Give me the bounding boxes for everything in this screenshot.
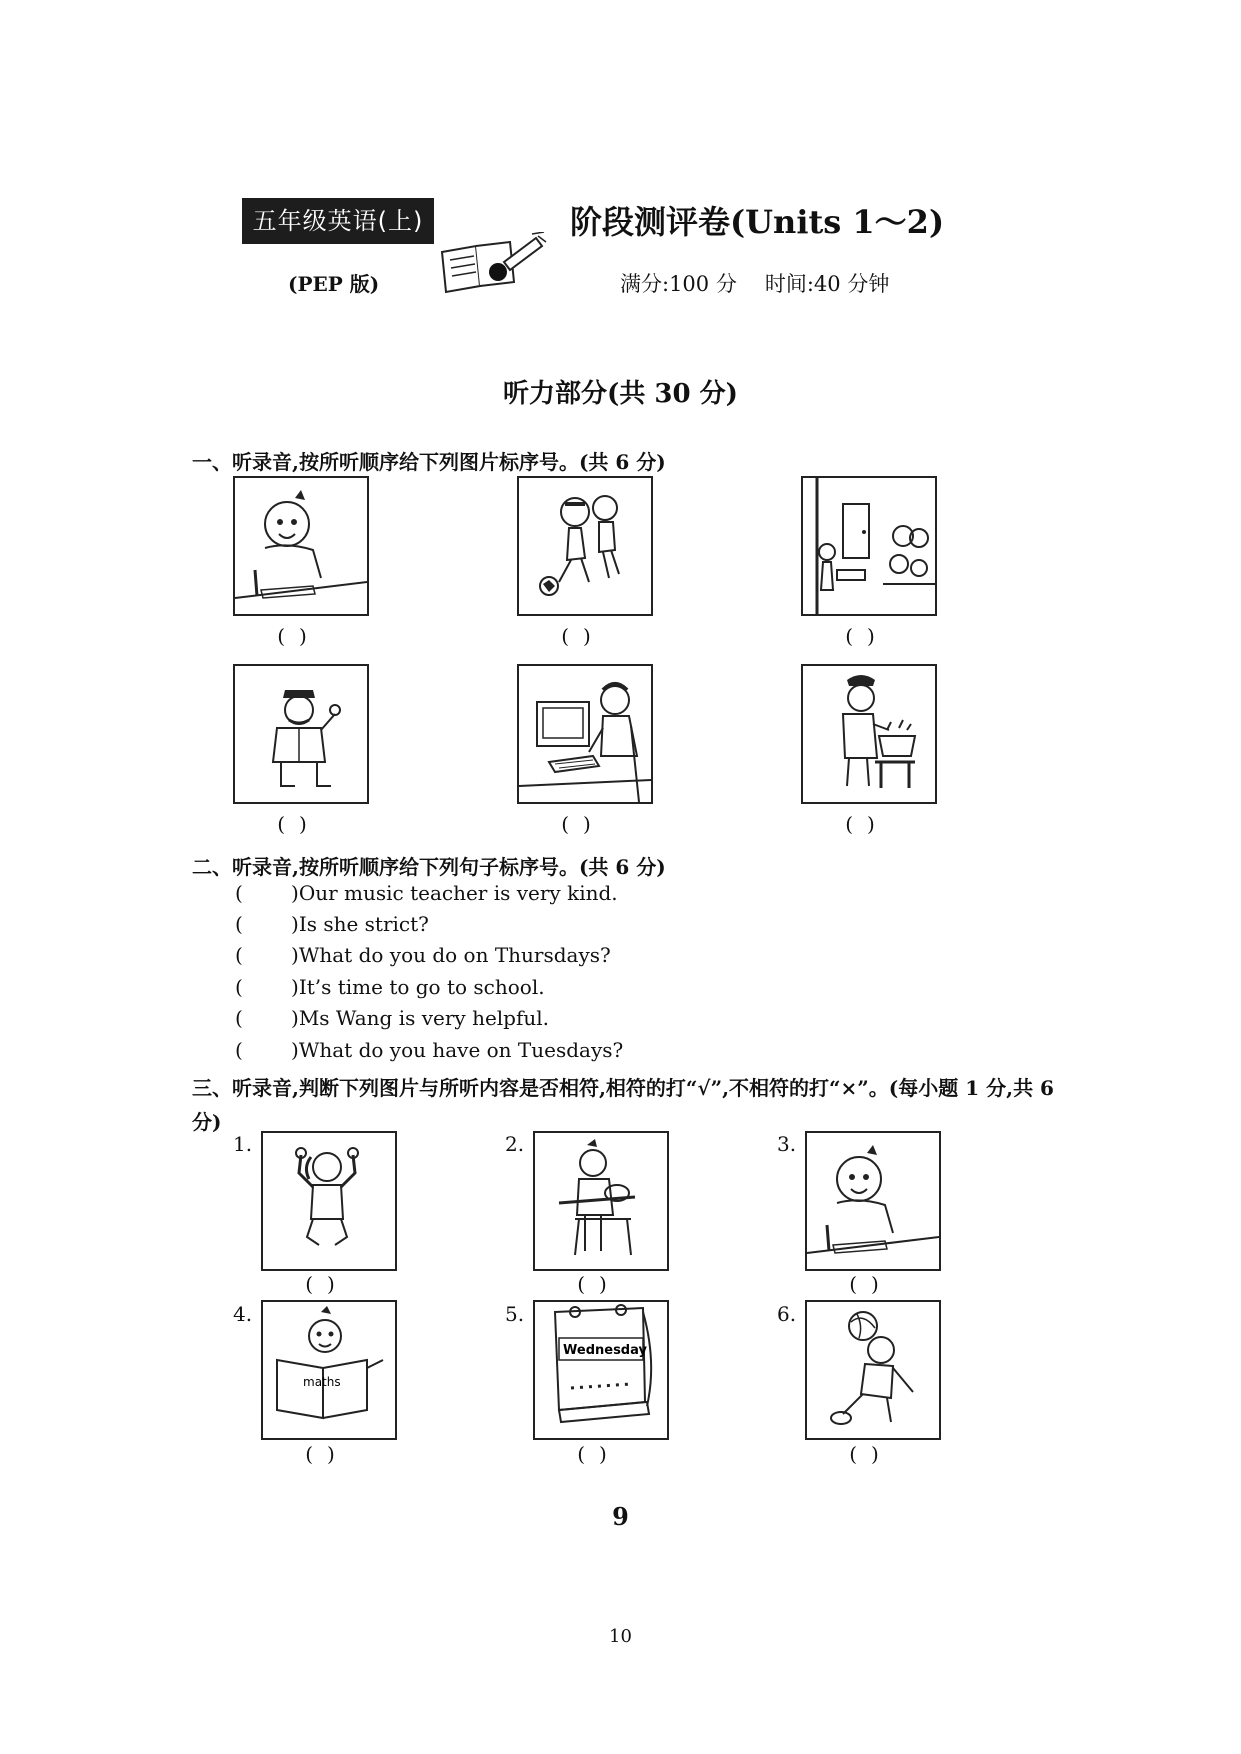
score-time-info xyxy=(620,268,889,298)
q1-picture-girl-drawing xyxy=(233,476,369,616)
q1-answer-blank[interactable]: () xyxy=(561,624,605,648)
q2-sentence xyxy=(235,1006,549,1030)
q2-sentence xyxy=(235,943,611,967)
q3-picture-girl-drawing xyxy=(805,1131,941,1271)
q3-item-number: 1. xyxy=(233,1132,253,1156)
q3-picture-boy-basketball xyxy=(805,1300,941,1440)
q3-answer-blank[interactable]: () xyxy=(849,1442,893,1466)
answer-blank[interactable]: ( xyxy=(235,943,243,967)
paren-close: ) xyxy=(291,975,299,999)
q1-picture-old-man xyxy=(233,664,369,804)
q1-answer-blank[interactable]: () xyxy=(561,812,605,836)
q1-picture-classroom xyxy=(801,476,937,616)
q3-answer-blank[interactable]: () xyxy=(305,1442,349,1466)
footer-number: 10 xyxy=(609,1626,632,1647)
paren-close: ) xyxy=(291,1006,299,1030)
sentence-text: It’s time to go to school. xyxy=(298,975,545,999)
sentence-text: Ms Wang is very helpful. xyxy=(298,1006,550,1030)
maths-book-label: maths xyxy=(303,1375,341,1389)
grade-badge: 五年级英语(上) xyxy=(242,198,434,244)
q3-picture-calendar xyxy=(533,1300,669,1440)
q3-picture-strong-girl xyxy=(261,1131,397,1271)
q2-sentence xyxy=(235,975,545,999)
question-3-instruction: 三、听录音,判断下列图片与所听内容是否相符,相符的打“√”,不相符的打“×”。(每小题 1 分,共 6 分) xyxy=(192,1076,1054,1134)
answer-blank[interactable]: ( xyxy=(235,975,243,999)
paren-close: ) xyxy=(291,881,299,905)
q3-item-number: 6. xyxy=(777,1302,797,1326)
q3-answer-blank[interactable]: () xyxy=(577,1442,621,1466)
q3-item-number: 4. xyxy=(233,1302,253,1326)
q3-item-number: 2. xyxy=(505,1132,525,1156)
q3-picture-girl-violin xyxy=(533,1131,669,1271)
sentence-text: Our music teacher is very kind. xyxy=(298,881,618,905)
q3-item-number: 3. xyxy=(777,1132,797,1156)
answer-blank[interactable]: ( xyxy=(235,881,243,905)
q2-sentence xyxy=(235,1038,623,1062)
paren-close: ) xyxy=(291,912,299,936)
q3-answer-blank[interactable]: () xyxy=(577,1272,621,1296)
q2-sentence xyxy=(235,912,429,936)
paren-close: ) xyxy=(291,943,299,967)
sentence-text: What do you do on Thursdays? xyxy=(298,943,611,967)
q1-answer-blank[interactable]: () xyxy=(845,812,889,836)
q1-answer-blank[interactable]: () xyxy=(277,624,321,648)
sentence-text: Is she strict? xyxy=(298,912,429,936)
q3-picture-girl-maths-book xyxy=(261,1300,397,1440)
book-icon xyxy=(436,232,548,296)
q1-picture-girl-cooking xyxy=(801,664,937,804)
answer-blank[interactable]: ( xyxy=(235,912,243,936)
answer-blank[interactable]: ( xyxy=(235,1038,243,1062)
exam-title: 阶段测评卷(Units 1～2) xyxy=(570,203,945,241)
sentence-text: What do you have on Tuesdays? xyxy=(298,1038,624,1062)
q3-item-number: 5. xyxy=(505,1302,525,1326)
calendar-label: Wednesday xyxy=(563,1343,647,1358)
section-title: 听力部分(共 30 分) xyxy=(503,379,738,409)
time-limit: 时间:40 分钟 xyxy=(764,272,890,296)
q1-answer-blank[interactable]: () xyxy=(845,624,889,648)
answer-blank[interactable]: ( xyxy=(235,1006,243,1030)
q1-picture-boy-computer xyxy=(517,664,653,804)
q2-sentence xyxy=(235,881,618,905)
q3-answer-blank[interactable]: () xyxy=(849,1272,893,1296)
q1-picture-boys-football xyxy=(517,476,653,616)
page-number: 9 xyxy=(612,1502,629,1531)
question-1-instruction: 一、听录音,按所听顺序给下列图片标序号。(共 6 分) xyxy=(192,450,666,474)
q3-answer-blank[interactable]: () xyxy=(305,1272,349,1296)
question-2-instruction: 二、听录音,按所听顺序给下列句子标序号。(共 6 分) xyxy=(192,855,666,879)
q1-answer-blank[interactable]: () xyxy=(277,812,321,836)
paren-close: ) xyxy=(291,1038,299,1062)
full-score: 满分:100 分 xyxy=(620,272,737,296)
edition-label: (PEP 版) xyxy=(288,272,380,296)
